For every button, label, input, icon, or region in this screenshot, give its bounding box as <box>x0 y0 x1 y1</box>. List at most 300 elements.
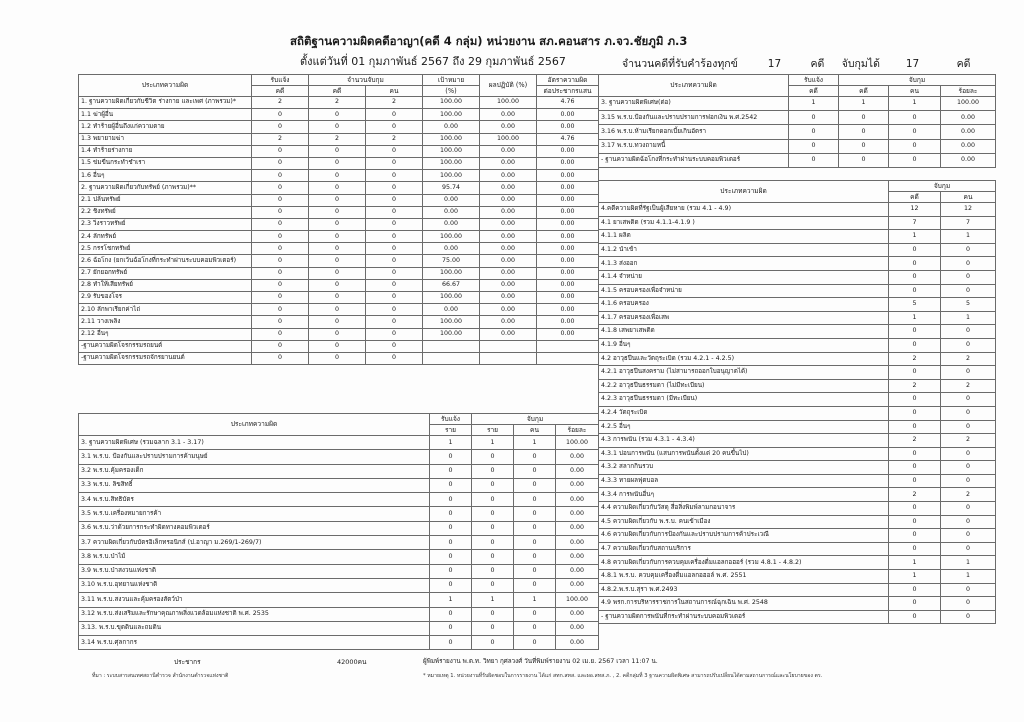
row-value: 0.00 <box>556 607 599 621</box>
sub-person-header: คน <box>889 86 941 97</box>
col-rate-sub-header: ต่อประชากรแสน <box>537 86 599 97</box>
table-row <box>599 153 996 167</box>
row-value: 0.00 <box>556 536 599 550</box>
row-value: 0 <box>889 597 941 611</box>
row-label: 3. ฐานความผิดพิเศษ (รวมฉลาก 3.1 - 3.17) <box>79 436 430 450</box>
row-value: 0.00 <box>423 194 480 206</box>
row-value: 0 <box>789 139 839 153</box>
row-value: 0 <box>252 157 309 169</box>
row-value: 0 <box>941 502 996 516</box>
col-received-header: รับแจ้ง <box>789 75 839 86</box>
row-value: 0 <box>366 316 423 328</box>
col-received-header: รับแจ้ง <box>430 414 472 425</box>
table-row <box>599 420 996 434</box>
row-label: 2.4 ลักทรัพย์ <box>79 231 252 243</box>
row-value: 5 <box>889 298 941 312</box>
row-value: 0 <box>472 564 514 578</box>
row-value: 2 <box>309 97 366 109</box>
row-value: 100.00 <box>423 97 480 109</box>
summary-label: จำนวนคดีที่รับคำร้องทุกข์ <box>622 58 738 70</box>
row-value: 0 <box>309 170 366 182</box>
table-row <box>79 133 599 145</box>
row-value: 0.00 <box>537 316 599 328</box>
table-row <box>79 267 599 279</box>
report-date-range: ตั้งแต่วันที่ 01 กุมภาพันธ์ 2567 ถึง 29 กุมภาพันธ์ 2567 <box>300 55 566 68</box>
row-label: 4.1.3 ส่งออก <box>599 257 889 271</box>
row-value: 0 <box>941 257 996 271</box>
row-label: 4.2.3 อาวุธปืนธรรมดา (มีทะเบียน) <box>599 393 889 407</box>
row-value: 100.00 <box>423 231 480 243</box>
sub-pct-header: ร้อยละ <box>941 86 996 97</box>
row-value: 0 <box>309 182 366 194</box>
row-value: 1 <box>889 230 941 244</box>
table-row <box>79 182 599 194</box>
table-row <box>599 284 996 298</box>
row-label: 2.12 อื่นๆ <box>79 328 252 340</box>
report-summary <box>622 55 970 72</box>
row-value: 0 <box>252 292 309 304</box>
row-value: 0 <box>252 279 309 291</box>
row-value: 0 <box>514 450 556 464</box>
row-value: 0 <box>889 257 941 271</box>
table-row <box>599 125 996 139</box>
row-value: 0 <box>309 279 366 291</box>
row-label: 4.3 การพนัน (รวม 4.3.1 - 4.3.4) <box>599 434 889 448</box>
table-row <box>79 145 599 157</box>
row-value: 100.00 <box>423 328 480 340</box>
row-value: 0.00 <box>537 170 599 182</box>
table-row <box>79 121 599 133</box>
special-crime-continued-table <box>598 74 996 168</box>
row-value: 0.00 <box>480 182 537 194</box>
row-value: 2 <box>889 352 941 366</box>
row-value: 0.00 <box>556 578 599 592</box>
table-row <box>79 607 599 621</box>
table-row <box>79 255 599 267</box>
table-row <box>79 279 599 291</box>
row-value: 0 <box>430 550 472 564</box>
row-label: 3.6 พ.ร.บ.ว่าด้วยการกระทำผิดทางคอมพิวเตอร์ <box>79 521 430 535</box>
row-value: 7 <box>889 216 941 230</box>
row-value: 0.00 <box>423 304 480 316</box>
row-value: 0 <box>309 352 366 364</box>
row-value: 0 <box>366 170 423 182</box>
row-value: 0 <box>514 578 556 592</box>
table-row <box>79 593 599 607</box>
col-received-header: รับแจ้ง <box>252 75 309 86</box>
table-row <box>79 578 599 592</box>
row-label: 2.3 วิ่งราวทรัพย์ <box>79 218 252 230</box>
row-value: 0 <box>514 536 556 550</box>
row-label: 2.1 ปล้นทรัพย์ <box>79 194 252 206</box>
row-value: 7 <box>941 216 996 230</box>
row-label: 3.7 ความผิดเกี่ยวกับบัตรอิเล็กทรอนิกส์ (ป.อาญา ม.269/1-269/7) <box>79 536 430 550</box>
row-value: 0 <box>889 406 941 420</box>
col-type-header: ประเภทความผิด <box>599 75 789 97</box>
row-value: 0 <box>941 284 996 298</box>
row-value: 0 <box>252 121 309 133</box>
row-value: 2 <box>366 133 423 145</box>
row-value: 2 <box>366 97 423 109</box>
row-label: 4.8.2.พ.ร.บ.สุรา พ.ศ.2493 <box>599 583 889 597</box>
row-value: 0 <box>514 507 556 521</box>
table-row <box>79 521 599 535</box>
row-value: 5 <box>941 298 996 312</box>
row-value: 12 <box>889 203 941 217</box>
row-value: 0 <box>309 194 366 206</box>
row-value: 0 <box>941 420 996 434</box>
row-label: 4.1.7 ครอบครองเพื่อเสพ <box>599 311 889 325</box>
row-value: 0 <box>252 145 309 157</box>
row-label: 2.11 วางเพลิง <box>79 316 252 328</box>
sub-person-header: คน <box>514 425 556 436</box>
row-label: 4.1 ยาเสพติด (รวม 4.1.1-4.1.9 ) <box>599 216 889 230</box>
summary-unit: คดี <box>810 58 825 70</box>
table-row <box>599 257 996 271</box>
row-value: 100.00 <box>423 157 480 169</box>
row-value: 0 <box>252 340 309 352</box>
row-value: 0 <box>309 121 366 133</box>
row-value: 0 <box>430 564 472 578</box>
table-row <box>79 352 599 364</box>
row-label: 1.5 ข่มขืนกระทำชำเรา <box>79 157 252 169</box>
row-label: 2.6 ฉ้อโกง (ยกเว้นฉ้อโกงที่กระทำผ่านระบบคอมพิวเตอร์) <box>79 255 252 267</box>
row-label: 4.3.2 สลากกินรวบ <box>599 461 889 475</box>
row-label: 4.1.6 ครอบครอง <box>599 298 889 312</box>
row-value: 0 <box>889 366 941 380</box>
row-label: 3.13. พ.ร.บ.ขุดดินและถมดิน <box>79 621 430 635</box>
row-value: 0 <box>889 270 941 284</box>
row-value: 100.00 <box>556 436 599 450</box>
row-value: 0 <box>941 610 996 624</box>
row-value: 0.00 <box>556 450 599 464</box>
row-value: 0 <box>309 304 366 316</box>
table-row <box>599 298 996 312</box>
row-value: 0.00 <box>480 218 537 230</box>
row-value: 0 <box>514 493 556 507</box>
sub-person-header: คน <box>366 86 423 97</box>
row-value: 0 <box>472 607 514 621</box>
col-arrest-header: จำนวนจับกุม <box>309 75 423 86</box>
row-value: 1 <box>430 593 472 607</box>
row-label: 1.3 พยายามฆ่า <box>79 133 252 145</box>
table-row <box>79 194 599 206</box>
row-value: 0 <box>472 493 514 507</box>
table-row <box>79 157 599 169</box>
sub-pct-header: ร้อยละ <box>556 425 599 436</box>
sub-case-header: คดี <box>252 86 309 97</box>
row-value: 0 <box>941 406 996 420</box>
row-value: 0 <box>366 352 423 364</box>
row-value: 66.67 <box>423 279 480 291</box>
row-label: - ฐานความผิดฉ้อโกงที่กระทำผ่านระบบคอมพิวเตอร์ <box>599 153 789 167</box>
sub-person-header: คน <box>941 192 996 203</box>
table-row <box>599 111 996 125</box>
row-label: 4.6 ความผิดเกี่ยวกับการป้องกันและปราบปรามการค้าประเวณี <box>599 529 889 543</box>
table-row <box>599 270 996 284</box>
col-arrest-header: จับกุม <box>472 414 599 425</box>
row-label: 2. ฐานความผิดเกี่ยวกับทรัพย์ (ภาพรวม)** <box>79 182 252 194</box>
table-row <box>79 464 599 478</box>
table-row <box>599 406 996 420</box>
row-value: 1 <box>789 97 839 111</box>
row-value: 1 <box>889 311 941 325</box>
row-value: 0 <box>430 507 472 521</box>
row-value: 0 <box>252 267 309 279</box>
row-value: 100.00 <box>480 133 537 145</box>
row-value: 0.00 <box>423 121 480 133</box>
row-value: 0 <box>252 304 309 316</box>
row-value: 0.00 <box>480 157 537 169</box>
col-performance-header: ผลปฏิบัติ (%) <box>480 75 537 97</box>
row-value: 1 <box>889 556 941 570</box>
summary-arrest-value: 17 <box>905 58 920 70</box>
row-value <box>480 340 537 352</box>
printed-by: ผู้พิมพ์รายงาน พ.ต.ท. วิทยา กุศลวงศ์ วันที่พิมพ์รายงาน 02 เม.ย. 2567 เวลา 11:07 น. <box>423 658 658 665</box>
row-label: 3.17 พ.ร.บ.ทวงถามหนี้ <box>599 139 789 153</box>
row-value: 0.00 <box>480 279 537 291</box>
row-value: 0 <box>941 243 996 257</box>
table-row <box>79 478 599 492</box>
table-row <box>79 97 599 109</box>
row-value: 0 <box>366 328 423 340</box>
col-target-header: เป้าหมาย <box>423 75 480 86</box>
row-value: 0 <box>366 267 423 279</box>
col-arrest-header: จับกุม <box>839 75 996 86</box>
row-value: 0.00 <box>556 521 599 535</box>
row-value: 0 <box>309 157 366 169</box>
table-row <box>599 139 996 153</box>
row-value: 0 <box>472 636 514 650</box>
row-value: 0.00 <box>480 304 537 316</box>
row-value: 1 <box>941 311 996 325</box>
row-label: 3.11 พ.ร.บ.สงวนและคุ้มครองสัตว์ป่า <box>79 593 430 607</box>
row-value: 0 <box>941 597 996 611</box>
row-value: 0 <box>472 578 514 592</box>
row-value: 0.00 <box>480 206 537 218</box>
table-row <box>79 507 599 521</box>
row-value: 0 <box>366 279 423 291</box>
row-value: 0.00 <box>480 243 537 255</box>
row-label: 3.14 พ.ร.บ.ศุลกากร <box>79 636 430 650</box>
row-value: 0 <box>889 243 941 257</box>
table-row <box>599 434 996 448</box>
row-label: 4.7 ความผิดเกี่ยวกับสถานบริการ <box>599 542 889 556</box>
row-value: 0 <box>889 583 941 597</box>
row-value: 0.00 <box>480 109 537 121</box>
row-value <box>480 352 537 364</box>
row-label: 3.16 พ.ร.บ.ห้ามเรียกดอกเบี้ยเกินอัตรา <box>599 125 789 139</box>
row-value: 0.00 <box>480 231 537 243</box>
row-label: 4.คดีความผิดที่รัฐเป็นผู้เสียหาย (รวม 4.1 - 4.9) <box>599 203 889 217</box>
row-value: 0 <box>941 366 996 380</box>
row-value: 100.00 <box>556 593 599 607</box>
row-value: 100.00 <box>941 97 996 111</box>
table-row <box>79 564 599 578</box>
row-value: 0 <box>366 145 423 157</box>
row-value <box>423 340 480 352</box>
table-row <box>599 515 996 529</box>
row-value: 0.00 <box>480 328 537 340</box>
row-value: 100.00 <box>423 267 480 279</box>
row-value: 0.00 <box>537 218 599 230</box>
row-value: 0 <box>889 153 941 167</box>
row-label: 4.5 ความผิดเกี่ยวกับ พ.ร.บ. คนเข้าเมือง <box>599 515 889 529</box>
row-value: 0.00 <box>941 111 996 125</box>
row-value: 0 <box>889 502 941 516</box>
row-value: 0.00 <box>941 125 996 139</box>
row-value: 0.00 <box>537 255 599 267</box>
row-value: 0 <box>941 270 996 284</box>
col-type-header: ประเภทความผิด <box>599 181 889 203</box>
row-value: 100.00 <box>423 133 480 145</box>
row-value: 0 <box>430 536 472 550</box>
row-label: 4.1.4 จำหน่าย <box>599 270 889 284</box>
life-property-crime-table <box>78 74 599 365</box>
row-value: 2 <box>252 97 309 109</box>
row-label: 4.1.8 เสพยาเสพติด <box>599 325 889 339</box>
row-label: 2.8 ทำให้เสียทรัพย์ <box>79 279 252 291</box>
row-value: 0 <box>430 521 472 535</box>
row-label: 4.1.2 นำเข้า <box>599 243 889 257</box>
row-value: 0.00 <box>556 636 599 650</box>
row-value: 0 <box>839 125 889 139</box>
row-value: 2 <box>889 488 941 502</box>
row-value: 1 <box>472 436 514 450</box>
row-value: 2 <box>941 352 996 366</box>
row-label: 3.15 พ.ร.บ.ป้องกันและปราบปรามการฟอกเงิน พ.ศ.2542 <box>599 111 789 125</box>
row-value: 2 <box>309 133 366 145</box>
table-row <box>79 621 599 635</box>
row-value: 0 <box>366 231 423 243</box>
row-value: 1 <box>889 570 941 584</box>
row-value: 0 <box>430 464 472 478</box>
row-value: 0 <box>472 536 514 550</box>
row-value: 0 <box>252 194 309 206</box>
row-value: 0 <box>252 243 309 255</box>
row-value: 0 <box>889 610 941 624</box>
sub-pct-header: (%) <box>423 86 480 97</box>
table-row <box>79 550 599 564</box>
table-row <box>599 474 996 488</box>
table-row <box>79 340 599 352</box>
row-value: 0 <box>309 267 366 279</box>
row-value: 0 <box>366 182 423 194</box>
row-label: 3. ฐานความผิดพิเศษ(ต่อ) <box>599 97 789 111</box>
row-value: 0 <box>430 636 472 650</box>
row-label: 4.8 ความผิดเกี่ยวกับการควบคุมเครื่องดื่มแอลกอฮอร์ (รวม 4.8.1 - 4.8.2) <box>599 556 889 570</box>
row-label: -ฐานความผิดโจรกรรมรถยนต์ <box>79 340 252 352</box>
row-value: 100.00 <box>423 109 480 121</box>
row-value: 2 <box>941 379 996 393</box>
row-value: 0 <box>366 121 423 133</box>
table-row <box>599 230 996 244</box>
table-row <box>599 338 996 352</box>
row-value: 0.00 <box>556 564 599 578</box>
row-value: 4.76 <box>537 97 599 109</box>
population-value: 42000คน <box>337 658 367 666</box>
row-value: 2 <box>889 434 941 448</box>
sub-case-header: ราย <box>472 425 514 436</box>
row-value: 0 <box>472 521 514 535</box>
row-value: 0.00 <box>480 316 537 328</box>
sub-case-header: คดี <box>789 86 839 97</box>
row-value: 0 <box>514 478 556 492</box>
row-value: 0 <box>430 607 472 621</box>
table-row <box>79 636 599 650</box>
row-value: 0.00 <box>556 464 599 478</box>
row-value: 95.74 <box>423 182 480 194</box>
row-label: 1. ฐานความผิดเกี่ยวกับชีวิต ร่างกาย และเพศ (ภาพรวม)* <box>79 97 252 109</box>
table-row <box>79 316 599 328</box>
row-label: 4.3.3 ทายผลฟุตบอล <box>599 474 889 488</box>
row-value: 0 <box>941 338 996 352</box>
row-value: 0 <box>472 507 514 521</box>
row-value: 0.00 <box>537 292 599 304</box>
row-value: 0 <box>309 328 366 340</box>
row-label: 3.3 พ.ร.บ. ลิขสิทธิ์ <box>79 478 430 492</box>
row-label: 3.8 พ.ร.บ.ป่าไม้ <box>79 550 430 564</box>
row-value: 0.00 <box>556 493 599 507</box>
col-type-header: ประเภทความผิด <box>79 75 252 97</box>
row-label: 2.2 ชิงทรัพย์ <box>79 206 252 218</box>
row-value: 0 <box>366 255 423 267</box>
row-value: 0.00 <box>537 145 599 157</box>
row-value: 0.00 <box>941 139 996 153</box>
table-row <box>79 328 599 340</box>
row-label: 3.5 พ.ร.บ.เครื่องหมายการค้า <box>79 507 430 521</box>
row-value: 0 <box>514 550 556 564</box>
row-value: 0 <box>430 493 472 507</box>
row-value: 0.00 <box>537 231 599 243</box>
row-value: 0 <box>941 393 996 407</box>
table-row <box>79 109 599 121</box>
row-value: 0 <box>366 304 423 316</box>
row-value: 12 <box>941 203 996 217</box>
row-value: 0 <box>430 478 472 492</box>
table-row <box>599 556 996 570</box>
row-value: 0.00 <box>537 121 599 133</box>
table-row <box>599 447 996 461</box>
row-label: 4.2.5 อื่นๆ <box>599 420 889 434</box>
row-value: 0 <box>941 583 996 597</box>
row-label: 3.2 พ.ร.บ.คุ้มครองเด็ก <box>79 464 430 478</box>
table-row <box>79 436 599 450</box>
row-label: 3.9 พ.ร.บ.ป่าสงวนแห่งชาติ <box>79 564 430 578</box>
row-value: 0.00 <box>537 243 599 255</box>
row-label: 3.12 พ.ร.บ.ส่งเสริมและรักษาคุณภาพสิ่งแวดล้อมแห่งชาติ พ.ศ. 2535 <box>79 607 430 621</box>
row-value: 0 <box>252 255 309 267</box>
row-value: 0 <box>309 255 366 267</box>
row-value: 0.00 <box>556 621 599 635</box>
row-value: 0 <box>430 578 472 592</box>
row-value: 0.00 <box>556 478 599 492</box>
row-value: 0 <box>472 450 514 464</box>
row-value: 0.00 <box>537 182 599 194</box>
row-value: 0 <box>514 636 556 650</box>
row-value <box>537 352 599 364</box>
row-value: 0 <box>366 340 423 352</box>
row-label: 2.5 กรรโชกทรัพย์ <box>79 243 252 255</box>
row-label: 1.4 ทำร้ายร่างกาย <box>79 145 252 157</box>
row-label: -ฐานความผิดโจรกรรมรถจักรยานยนต์ <box>79 352 252 364</box>
row-value: 0 <box>889 338 941 352</box>
row-value: 100.00 <box>423 170 480 182</box>
row-value: 0 <box>366 292 423 304</box>
row-value: 4.76 <box>537 133 599 145</box>
col-type-header: ประเภทความผิด <box>79 414 430 436</box>
table-row <box>599 393 996 407</box>
